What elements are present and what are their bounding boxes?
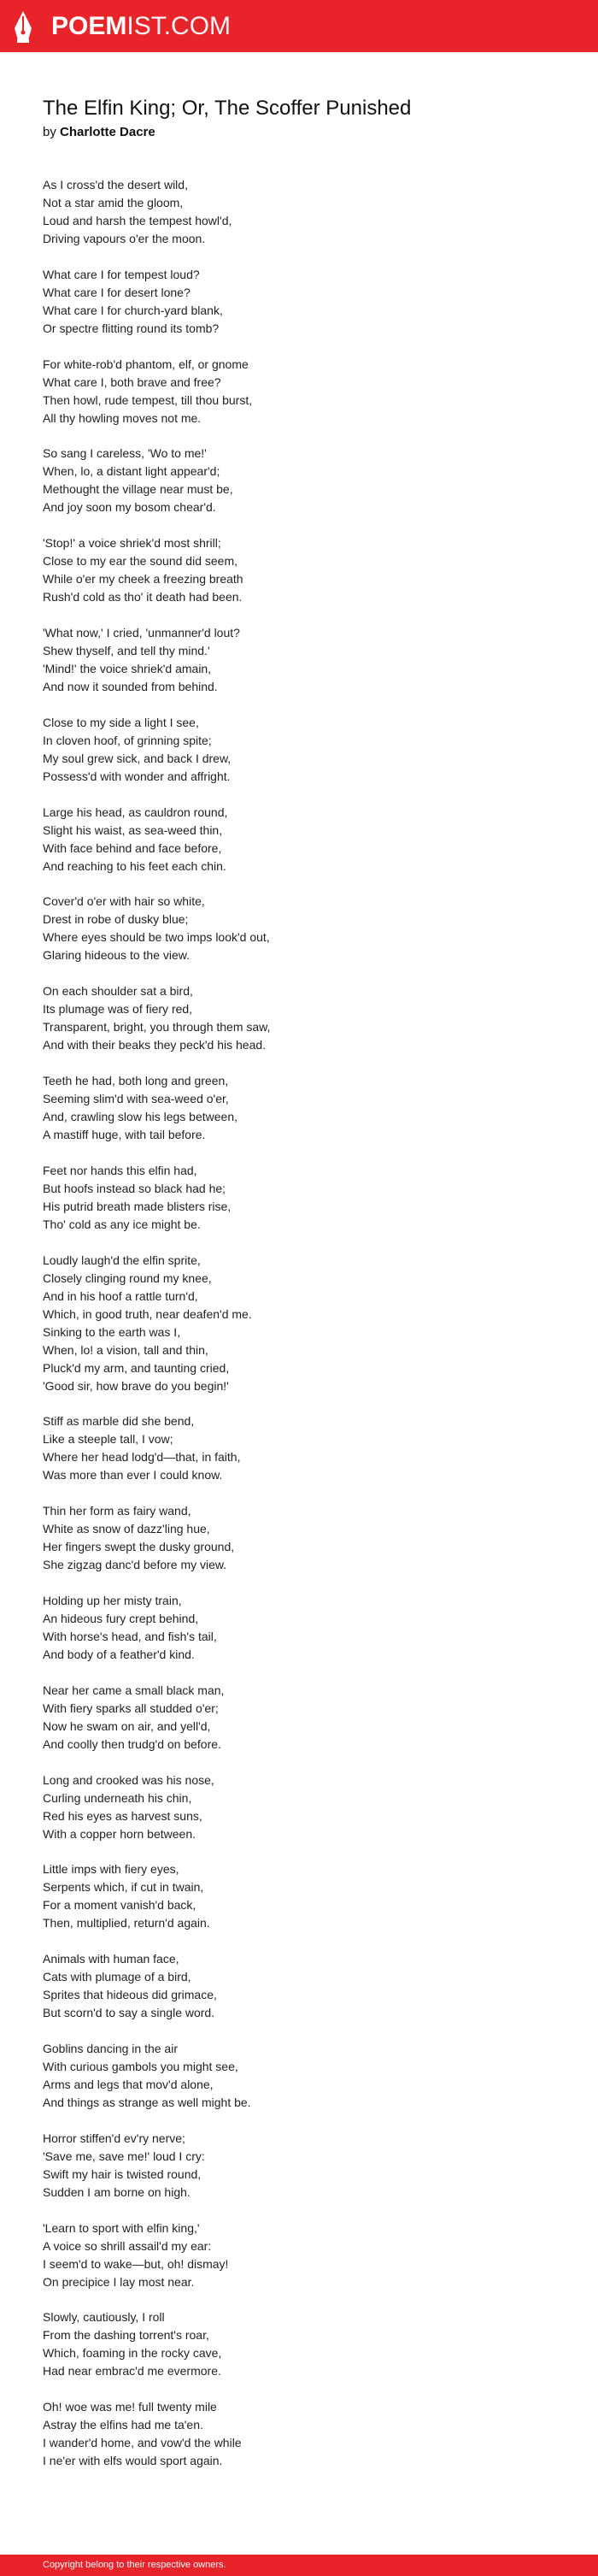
logo-bold-text: POEM (51, 12, 127, 40)
stanza (43, 356, 555, 427)
poem-line: Curling underneath his chin, (43, 1790, 192, 1805)
poem-line: On precipice I lay most near. (43, 2274, 195, 2289)
poem-line: I ne'er with elfs would sport again. (43, 2454, 223, 2468)
poem-line: What care I for tempest loud? (43, 267, 200, 281)
poem-line: Drest in robe of dusky blue; (43, 912, 189, 927)
poem-line: Thin her form as fairy wand, (43, 1504, 191, 1518)
poem-line: Goblins dancing in the air (43, 2041, 178, 2055)
stanza (43, 2308, 555, 2380)
stanza (43, 624, 555, 696)
poem-line: 'Save me, save me!' loud I cry: (43, 2149, 205, 2163)
stanza (43, 2398, 555, 2470)
poem-line: Then, multiplied, return'd again. (43, 1916, 210, 1931)
poem-line: I wander'd home, and vow'd the while (43, 2436, 242, 2450)
poem-line: I seem'd to wake—but, oh! dismay! (43, 2256, 229, 2271)
poem-line: Cover'd o'er with hair so white, (43, 894, 205, 909)
stanza (43, 714, 555, 786)
poem-content (43, 96, 555, 2488)
poem-line: Close to my ear the sound did seem, (43, 554, 238, 569)
stanza (43, 176, 555, 248)
poem-line: Feet nor hands this elfin had, (43, 1163, 197, 1177)
poem-line: Long and crooked was his nose, (43, 1772, 214, 1787)
stanza (43, 1252, 555, 1395)
poem-body (43, 176, 555, 2470)
stanza (43, 1072, 555, 1144)
site-header (0, 0, 598, 52)
poem-line: With a copper horn between. (43, 1826, 196, 1841)
poem-line: Transparent, bright, you through them saw, (43, 1020, 271, 1035)
poem-line: Teeth he had, both long and green, (43, 1073, 229, 1088)
poem-line: So sang I careless, 'Wo to me!' (43, 446, 207, 461)
poem-line: Horror stiffen'd ev'ry nerve; (43, 2131, 185, 2145)
poem-line: Driving vapours o'er the moon. (43, 232, 206, 245)
copyright-notice: Copyright belong to their respective owners. (43, 2560, 226, 2570)
poem-line: Which, in good truth, near deafen'd me. (43, 1306, 252, 1321)
poem-line: Animals with human face, (43, 1952, 179, 1966)
poem-line: Stiff as marble did she bend, (43, 1414, 195, 1429)
poem-line: Glaring hideous to the view. (43, 948, 190, 963)
poem-line: And joy soon my bosom chear'd. (43, 500, 216, 515)
logo-light-text: IST.COM (126, 12, 232, 40)
stanza (43, 893, 555, 964)
poem-line: 'What now,' I cried, 'unmanner'd lout? (43, 625, 240, 640)
poem-line: Swift my hair is twisted round, (43, 2166, 202, 2181)
poem-line: Then howl, rude tempest, till thou burst, (43, 392, 253, 407)
poem-line: Arms and legs that mov'd alone, (43, 2077, 214, 2091)
poem-line: Rush'd cold as tho' it death had been. (43, 590, 243, 604)
poem-line: With fiery sparks all studded o'er; (43, 1701, 219, 1715)
poem-line: A mastiff huge, with tail before. (43, 1127, 206, 1141)
poem-line: Her fingers swept the dusky ground, (43, 1540, 235, 1554)
stanza (43, 2219, 555, 2291)
poem-line: What care I for desert lone? (43, 285, 191, 299)
poem-line: Shew thyself, and tell thy mind.' (43, 643, 210, 657)
poem-line: Which, foaming in the rocky cave, (43, 2346, 222, 2361)
stanza (43, 804, 555, 875)
poem-line: Closely clinging round my knee, (43, 1270, 212, 1285)
poem-line: Slight his waist, as sea-weed thin, (43, 822, 223, 837)
stanza (43, 534, 555, 606)
poem-line: Cats with plumage of a bird, (43, 1970, 191, 1984)
site-footer (0, 2555, 598, 2576)
poem-line: Loudly laugh'd the elfin sprite, (43, 1253, 201, 1267)
poem-line: While o'er my cheek a freezing breath (43, 572, 243, 587)
poem-line: And now it sounded from behind. (43, 679, 218, 693)
poem-line: Slowly, cautiously, I roll (43, 2310, 165, 2325)
poem-line: And coolly then trudg'd on before. (43, 1736, 221, 1751)
poem-line: Little imps with fiery eyes, (43, 1862, 179, 1877)
site-logo[interactable] (51, 12, 231, 41)
pen-nib-icon[interactable] (11, 9, 35, 44)
stanza (43, 1592, 555, 1664)
poem-line: Holding up her misty train, (43, 1593, 182, 1607)
poem-line: Not a star amid the gloom, (43, 196, 184, 209)
poem-line: Sinking to the earth was I, (43, 1324, 181, 1339)
poem-line: Serpents which, if cut in twain, (43, 1880, 204, 1895)
poem-line: Near her came a small black man, (43, 1683, 225, 1697)
poem-line: Where her head lodg'd—that, in faith, (43, 1450, 241, 1465)
poem-line: Red his eyes as harvest suns, (43, 1808, 202, 1823)
poem-line: Its plumage was of fiery red, (43, 1002, 193, 1017)
poem-line: Oh! woe was me! full twenty mile (43, 2400, 217, 2414)
poem-line: With curious gambols you might see, (43, 2059, 238, 2073)
stanza (43, 982, 555, 1054)
stanza (43, 1412, 555, 1484)
poem-line: When, lo! a vision, tall and thin, (43, 1342, 208, 1357)
poem-line: And body of a feather'd kind. (43, 1647, 195, 1661)
poem-line: What care I, both brave and free? (43, 374, 221, 389)
poem-line: With face behind and face before, (43, 840, 222, 855)
poem-line: Had near embrac'd me evermore. (43, 2364, 221, 2379)
poem-line: When, lo, a distant light appear'd; (43, 464, 220, 479)
poem-line: 'Learn to sport with elfin king,' (43, 2220, 200, 2235)
poem-line: Loud and harsh the tempest howl'd, (43, 214, 232, 227)
poem-line: Or spectre flitting round its tomb? (43, 321, 220, 335)
by-label: by (43, 125, 56, 139)
poem-line: As I cross'd the desert wild, (43, 178, 188, 192)
poem-line: Sudden I am borne on high. (43, 2184, 191, 2199)
poem-line: An hideous fury crept behind, (43, 1611, 199, 1625)
poem-line: For white-rob'd phantom, elf, or gnome (43, 357, 249, 371)
stanza (43, 1682, 555, 1754)
stanza (43, 445, 555, 516)
poem-line: Close to my side a light I see, (43, 715, 199, 729)
poem-line: Tho' cold as any ice might be. (43, 1217, 201, 1231)
poem-line: Pluck'd my arm, and taunting cried, (43, 1360, 230, 1375)
stanza (43, 1860, 555, 1932)
poem-line: On each shoulder sat a bird, (43, 984, 193, 999)
poem-line: Now he swam on air, and yell'd, (43, 1718, 211, 1733)
poem-line: Astray the elfins had me ta'en. (43, 2418, 203, 2432)
stanza (43, 2040, 555, 2112)
poem-line: All thy howling moves not me. (43, 410, 202, 425)
poem-line: His putrid breath made blisters rise, (43, 1199, 232, 1213)
poem-line: In cloven hoof, of grinning spite; (43, 733, 212, 747)
poem-line: She zigzag danc'd before my view. (43, 1558, 227, 1572)
stanza (43, 2130, 555, 2202)
poem-line: 'Mind!' the voice shriek'd amain, (43, 661, 212, 675)
stanza (43, 1950, 555, 2022)
poem-line: White as snow of dazz'ling hue, (43, 1522, 210, 1536)
poem-line: 'Good sir, how brave do you begin!' (43, 1378, 229, 1393)
stanza (43, 1771, 555, 1843)
poem-line: What care I for church-yard blank, (43, 303, 223, 317)
poem-line: Like a steeple tall, I vow; (43, 1432, 173, 1447)
poem-line: And in his hoof a rattle turn'd, (43, 1288, 198, 1303)
poem-line: And with their beaks they peck'd his head. (43, 1038, 267, 1052)
poem-line: Sprites that hideous did grimace, (43, 1988, 217, 2002)
poem-line: Seeming slim'd with sea-weed o'er, (43, 1091, 229, 1105)
poem-line: For a moment vanish'd back, (43, 1898, 196, 1913)
poem-line: From the dashing torrent's roar, (43, 2328, 209, 2343)
poem-line: Methought the village near must be, (43, 482, 233, 497)
poem-line: 'Stop!' a voice shriek'd most shrill; (43, 536, 221, 551)
poem-line: Was more than ever I could know. (43, 1468, 223, 1483)
poem-line: But scorn'd to say a single word. (43, 2006, 215, 2020)
poem-line: And things as strange as well might be. (43, 2095, 251, 2109)
poem-line: With horse's head, and fish's tail, (43, 1629, 217, 1643)
stanza (43, 1502, 555, 1574)
byline (43, 123, 555, 142)
poem-line: Where eyes should be two imps look'd out, (43, 930, 270, 945)
poem-line: Large his head, as cauldron round, (43, 805, 228, 819)
stanza (43, 266, 555, 338)
poem-line: A voice so shrill assail'd my ear: (43, 2238, 212, 2253)
poem-line: My soul grew sick, and back I drew, (43, 751, 232, 765)
poem-line: And reaching to his feet each chin. (43, 858, 226, 873)
poem-line: Possess'd with wonder and affright. (43, 769, 231, 783)
poem-title: The Elfin King; Or, The Scoffer Punished (43, 97, 412, 120)
author-name[interactable]: Charlotte Dacre (60, 125, 155, 139)
poem-line: But hoofs instead so black had he; (43, 1181, 226, 1195)
stanza (43, 1162, 555, 1234)
poem-line: And, crawling slow his legs between, (43, 1109, 238, 1123)
